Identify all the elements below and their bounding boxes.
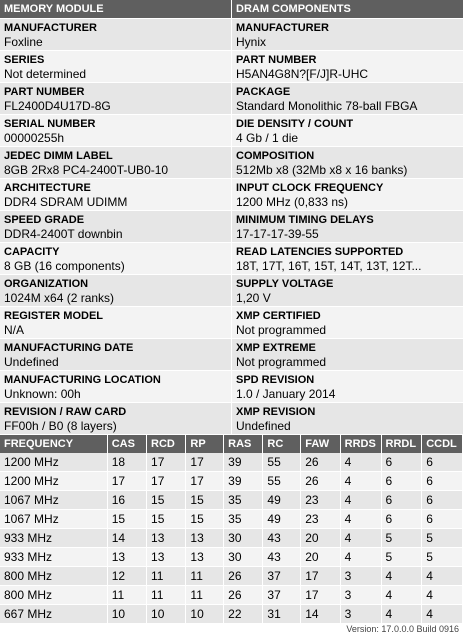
timing-cell: 13 <box>186 529 224 548</box>
timing-cell: 3 <box>340 605 381 624</box>
timing-cell: 11 <box>147 567 186 586</box>
timing-cell: 3 <box>340 586 381 605</box>
timing-row <box>0 605 463 624</box>
timing-cell: 17 <box>186 472 224 491</box>
timing-cell: 11 <box>107 586 146 605</box>
timing-cell: 49 <box>263 491 301 510</box>
timing-cell: 4 <box>340 548 381 567</box>
timing-column-header: RCD <box>147 435 186 453</box>
dram-field-value: H5AN4G8N?[F/J]R-UHC <box>236 67 369 81</box>
timing-cell: 15 <box>186 491 224 510</box>
module-field-value: 8 GB (16 components) <box>4 259 125 273</box>
dram-field-label: DIE DENSITY / COUNT <box>236 118 354 130</box>
timing-cell: 4 <box>340 472 381 491</box>
timing-cell: 4 <box>381 586 422 605</box>
timing-cell: 6 <box>381 453 422 472</box>
timing-cell: 13 <box>147 548 186 567</box>
timing-cell: 26 <box>224 586 263 605</box>
module-field <box>0 179 231 211</box>
dram-field <box>232 179 463 211</box>
timing-cell: 15 <box>186 510 224 529</box>
timing-column-header: RAS <box>224 435 263 453</box>
timing-cell: 37 <box>263 567 301 586</box>
timing-cell: 4 <box>340 453 381 472</box>
dram-components-column <box>231 0 463 435</box>
module-field-value: Not determined <box>4 67 87 81</box>
timing-cell: 10 <box>186 605 224 624</box>
dram-field-label: MINIMUM TIMING DELAYS <box>236 214 374 226</box>
timing-cell: 6 <box>422 491 463 510</box>
timing-cell: 6 <box>381 472 422 491</box>
timing-cell: 30 <box>224 548 263 567</box>
module-field-value: Undefined <box>4 355 59 369</box>
timing-cell: 55 <box>263 472 301 491</box>
timing-cell: 4 <box>422 567 463 586</box>
timing-cell: 35 <box>224 510 263 529</box>
dram-field <box>232 211 463 243</box>
timing-cell: 13 <box>186 548 224 567</box>
timing-row <box>0 567 463 586</box>
timing-cell: 18 <box>107 453 146 472</box>
module-field <box>0 147 231 179</box>
module-field-value: DDR4 SDRAM UDIMM <box>4 195 128 209</box>
dram-field-label: INPUT CLOCK FREQUENCY <box>236 182 384 194</box>
dram-field-value: Standard Monolithic 78-ball FBGA <box>236 99 418 113</box>
timing-cell: 43 <box>263 529 301 548</box>
module-field <box>0 275 231 307</box>
timing-row <box>0 510 463 529</box>
timing-column-header: FREQUENCY <box>0 435 107 453</box>
module-field-value: 1024M x64 (2 ranks) <box>4 291 115 305</box>
timing-cell: 17 <box>107 472 146 491</box>
module-field <box>0 83 231 115</box>
module-field-value: Foxline <box>4 35 43 49</box>
timing-cell: 49 <box>263 510 301 529</box>
timing-cell: 39 <box>224 453 263 472</box>
timing-row <box>0 586 463 605</box>
timing-cell: 15 <box>107 510 146 529</box>
timing-cell: 5 <box>422 529 463 548</box>
timing-cell: 933 MHz <box>0 548 107 567</box>
timing-cell: 933 MHz <box>0 529 107 548</box>
timing-header-row <box>0 435 463 453</box>
module-field <box>0 19 231 51</box>
module-field <box>0 307 231 339</box>
dram-field-label: XMP REVISION <box>236 406 316 418</box>
version-label: Version: 17.0.0.0 Build 0916 <box>346 624 459 634</box>
timing-cell: 13 <box>107 548 146 567</box>
timing-table <box>0 435 463 624</box>
timing-cell: 15 <box>147 510 186 529</box>
timing-cell: 17 <box>301 586 340 605</box>
module-field-value: 00000255h <box>4 131 65 145</box>
module-field-label: JEDEC DIMM LABEL <box>4 150 113 162</box>
timing-cell: 26 <box>224 567 263 586</box>
timing-cell: 10 <box>107 605 146 624</box>
timing-cell: 6 <box>422 510 463 529</box>
timing-cell: 5 <box>422 548 463 567</box>
dram-field-label: XMP EXTREME <box>236 342 316 354</box>
timing-cell: 17 <box>186 453 224 472</box>
timing-cell: 4 <box>381 567 422 586</box>
timing-cell: 4 <box>422 586 463 605</box>
dram-field-value: Hynix <box>236 35 267 49</box>
timing-cell: 35 <box>224 491 263 510</box>
timing-cell: 17 <box>147 472 186 491</box>
timing-cell: 16 <box>107 491 146 510</box>
dram-field-value: 1,20 V <box>236 291 271 305</box>
memory-module-header: MEMORY MODULE <box>0 0 231 19</box>
dram-field-label: XMP CERTIFIED <box>236 310 321 322</box>
timing-column-header: RC <box>263 435 301 453</box>
module-field <box>0 403 231 435</box>
timing-cell: 800 MHz <box>0 586 107 605</box>
dram-field-value: Not programmed <box>236 323 327 337</box>
timing-cell: 14 <box>107 529 146 548</box>
module-field-value: Unknown: 00h <box>4 387 81 401</box>
dram-field <box>232 371 463 403</box>
timing-cell: 20 <box>301 529 340 548</box>
timing-cell: 13 <box>147 529 186 548</box>
dram-field <box>232 147 463 179</box>
timing-cell: 4 <box>422 605 463 624</box>
timing-cell: 4 <box>340 529 381 548</box>
timing-body <box>0 453 463 624</box>
timing-cell: 1200 MHz <box>0 453 107 472</box>
timing-row <box>0 453 463 472</box>
timing-cell: 3 <box>340 567 381 586</box>
timing-cell: 4 <box>381 605 422 624</box>
dram-field <box>232 275 463 307</box>
dram-field <box>232 51 463 83</box>
timing-cell: 6 <box>422 472 463 491</box>
timing-cell: 667 MHz <box>0 605 107 624</box>
timing-cell: 14 <box>301 605 340 624</box>
timing-cell: 5 <box>381 529 422 548</box>
timing-column-header: RRDS <box>340 435 381 453</box>
dram-field-label: COMPOSITION <box>236 150 315 162</box>
timing-column-header: CCDL <box>422 435 463 453</box>
timing-column-header: RP <box>186 435 224 453</box>
timing-cell: 11 <box>186 586 224 605</box>
timing-cell: 1067 MHz <box>0 510 107 529</box>
dram-field <box>232 243 463 275</box>
dram-field <box>232 339 463 371</box>
timing-cell: 10 <box>147 605 186 624</box>
timing-cell: 31 <box>263 605 301 624</box>
module-field <box>0 51 231 83</box>
module-field-label: MANUFACTURING DATE <box>4 342 134 354</box>
dram-field-label: SUPPLY VOLTAGE <box>236 278 334 290</box>
timing-cell: 26 <box>301 453 340 472</box>
module-field-value: N/A <box>4 323 25 337</box>
memory-module-column <box>0 0 231 435</box>
timing-cell: 30 <box>224 529 263 548</box>
timing-cell: 22 <box>224 605 263 624</box>
dram-field-value: Undefined <box>236 419 291 433</box>
dram-field-value: 4 Gb / 1 die <box>236 131 299 145</box>
timing-cell: 11 <box>147 586 186 605</box>
dram-field-value: 18T, 17T, 16T, 15T, 14T, 13T, 12T... <box>236 259 422 273</box>
module-field-label: PART NUMBER <box>4 86 85 98</box>
timing-cell: 5 <box>381 548 422 567</box>
timing-row <box>0 529 463 548</box>
timing-cell: 12 <box>107 567 146 586</box>
module-field-label: CAPACITY <box>4 246 60 258</box>
timing-cell: 39 <box>224 472 263 491</box>
timing-cell: 43 <box>263 548 301 567</box>
module-field-value: FL2400D4U17D-8G <box>4 99 111 113</box>
module-field-label: SPEED GRADE <box>4 214 85 226</box>
module-field-value: DDR4-2400T downbin <box>4 227 123 241</box>
timing-cell: 17 <box>301 567 340 586</box>
module-field-label: REVISION / RAW CARD <box>4 406 127 418</box>
timing-column-header: CAS <box>107 435 146 453</box>
module-field-label: MANUFACTURING LOCATION <box>4 374 161 386</box>
module-field <box>0 211 231 243</box>
timing-row <box>0 548 463 567</box>
dram-field <box>232 83 463 115</box>
timing-cell: 11 <box>186 567 224 586</box>
timing-cell: 23 <box>301 510 340 529</box>
module-field-value: 8GB 2Rx8 PC4-2400T-UB0-10 <box>4 163 169 177</box>
dram-field-value: 512Mb x8 (32Mb x8 x 16 banks) <box>236 163 408 177</box>
timing-cell: 15 <box>147 491 186 510</box>
timing-column-header: FAW <box>301 435 340 453</box>
timing-cell: 4 <box>340 491 381 510</box>
timing-cell: 4 <box>340 510 381 529</box>
module-field-value: FF00h / B0 (8 layers) <box>4 419 117 433</box>
timing-row <box>0 472 463 491</box>
module-field <box>0 243 231 275</box>
dram-field-value: 17-17-17-39-55 <box>236 227 319 241</box>
dram-field <box>232 403 463 435</box>
dram-field-label: PACKAGE <box>236 86 291 98</box>
timing-cell: 37 <box>263 586 301 605</box>
dram-field-value: 1.0 / January 2014 <box>236 387 336 401</box>
module-field-label: SERIES <box>4 54 45 66</box>
module-field <box>0 115 231 147</box>
timing-cell: 17 <box>147 453 186 472</box>
dram-field <box>232 19 463 51</box>
dram-field-label: PART NUMBER <box>236 54 317 66</box>
timing-cell: 1200 MHz <box>0 472 107 491</box>
timing-cell: 1067 MHz <box>0 491 107 510</box>
timing-cell: 6 <box>381 491 422 510</box>
dram-field-value: 1200 MHz (0,833 ns) <box>236 195 349 209</box>
timing-cell: 6 <box>381 510 422 529</box>
dram-components-header: DRAM COMPONENTS <box>232 0 463 19</box>
dram-field-value: Not programmed <box>236 355 327 369</box>
module-field-label: ARCHITECTURE <box>4 182 91 194</box>
timing-cell: 26 <box>301 472 340 491</box>
timing-cell: 800 MHz <box>0 567 107 586</box>
module-field-label: REGISTER MODEL <box>4 310 104 322</box>
timing-cell: 6 <box>422 453 463 472</box>
module-field-label: SERIAL NUMBER <box>4 118 96 130</box>
dram-field-label: MANUFACTURER <box>236 22 329 34</box>
timing-cell: 55 <box>263 453 301 472</box>
dram-field <box>232 115 463 147</box>
module-field-label: ORGANIZATION <box>4 278 89 290</box>
dram-field <box>232 307 463 339</box>
module-field-label: MANUFACTURER <box>4 22 97 34</box>
dram-field-label: READ LATENCIES SUPPORTED <box>236 246 404 258</box>
dram-field-label: SPD REVISION <box>236 374 315 386</box>
timing-cell: 23 <box>301 491 340 510</box>
timing-column-header: RRDL <box>381 435 422 453</box>
timing-cell: 20 <box>301 548 340 567</box>
module-field <box>0 339 231 371</box>
timing-row <box>0 491 463 510</box>
module-field <box>0 371 231 403</box>
